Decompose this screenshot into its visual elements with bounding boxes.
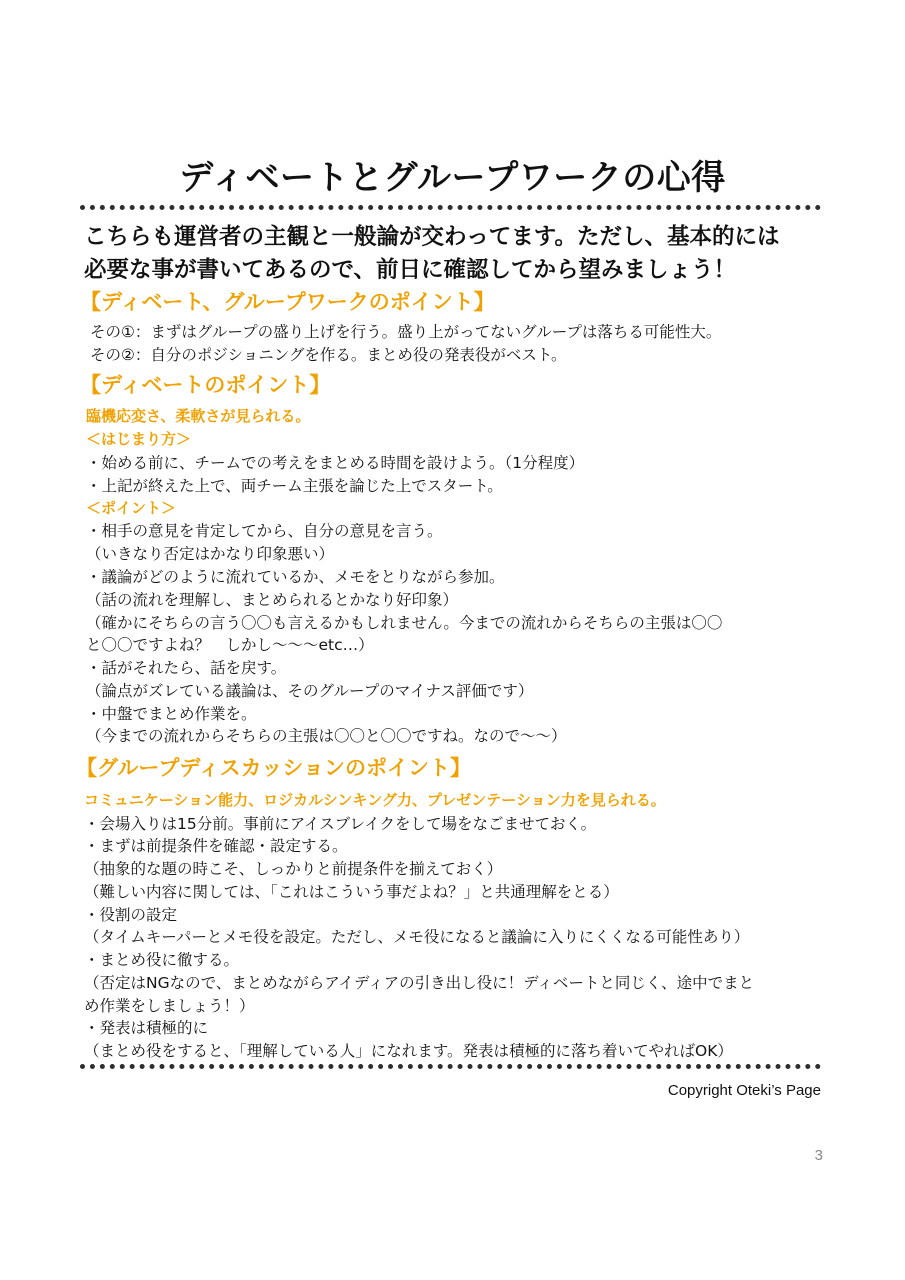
list-item: （否定はNGなので、まとめながらアイディアの引き出し役に！ディベートと同じく、途中でまと bbox=[84, 974, 755, 992]
list-item: ・始める前に、チームでの考えをまとめる時間を設けよう。（1分程度） bbox=[86, 454, 585, 472]
list-item: （今までの流れからそちらの主張は〇〇と〇〇ですね。なので～～） bbox=[86, 727, 567, 745]
list-item: ・まずは前提条件を確認・設定する。 bbox=[84, 837, 348, 855]
list-item: と〇〇ですよね？ しかし～～～etc…） bbox=[86, 636, 374, 654]
list-item: （まとめ役をすると、「理解している人」になれます。発表は積極的に落ち着いてやればOK） bbox=[84, 1042, 733, 1060]
list-item: （論点がズレている議論は、そのグループのマイナス評価です） bbox=[86, 682, 534, 700]
section-subheading: 臨機応変さ、柔軟さが見られる。 bbox=[86, 407, 311, 425]
section-heading-debate-groupwork: 【ディベート、グループワークのポイント】 bbox=[80, 290, 495, 314]
copyright-text: Copyright Oteki’s Page bbox=[667, 1082, 821, 1099]
list-item: （タイムキーパーとメモ役を設定。ただし、メモ役になると議論に入りにくくなる可能性あり） bbox=[84, 928, 750, 946]
subsection-label-hajimari: ＜はじまり方＞ bbox=[86, 430, 192, 448]
list-item: ・発表は積極的に bbox=[84, 1019, 209, 1037]
list-item: その①：まずはグループの盛り上げを行う。盛り上がってないグループは落ちる可能性大。 bbox=[90, 323, 722, 341]
section-heading-debate: 【ディベートのポイント】 bbox=[80, 373, 331, 397]
list-item: め作業をしましょう！） bbox=[84, 997, 255, 1015]
list-item: （抽象的な題の時こそ、しっかりと前提条件を揃えておく） bbox=[84, 860, 503, 878]
intro-text bbox=[84, 221, 824, 287]
intro-line-1: こちらも運営者の主観と一般論が交わってます。ただし、基本的には bbox=[84, 224, 780, 250]
page-number: 3 bbox=[814, 1147, 823, 1164]
list-item: （確かにそちらの言う〇〇も言えるかもしれません。今までの流れからそちらの主張は〇〇 bbox=[86, 614, 723, 632]
list-item: その②：自分のポジショニングを作る。まとめ役の発表役がベスト。 bbox=[90, 346, 567, 364]
list-item: ・相手の意見を肯定してから、自分の意見を言う。 bbox=[86, 522, 443, 540]
list-item: ・中盤でまとめ作業を。 bbox=[86, 705, 257, 723]
list-item: ・話がそれたら、話を戻す。 bbox=[86, 659, 287, 677]
list-item: ・まとめ役に徹する。 bbox=[84, 951, 240, 969]
list-item: （難しい内容に関しては、「これはこういう事だよね？」と共通理解をとる） bbox=[84, 883, 619, 901]
list-item: （話の流れを理解し、まとめられるとかなり好印象） bbox=[86, 591, 459, 609]
list-item: （いきなり否定はかなり印象悪い） bbox=[86, 545, 335, 563]
subsection-label-point: ＜ポイント＞ bbox=[86, 499, 177, 517]
page-title: ディベートとグループワークの心得 bbox=[179, 158, 726, 198]
list-item: ・会場入りは15分前。事前にアイスブレイクをして場をなごませておく。 bbox=[84, 815, 597, 833]
list-item: ・議論がどのように流れているか、メモをとりながら参加。 bbox=[86, 568, 505, 586]
top-divider bbox=[80, 205, 821, 210]
intro-line-2: 必要な事が書いてあるので、前日に確認してから望みましょう！ bbox=[84, 257, 737, 283]
bottom-divider bbox=[80, 1064, 821, 1069]
list-item: ・上記が終えた上で、両チーム主張を論じた上でスタート。 bbox=[86, 477, 503, 495]
list-item: ・役割の設定 bbox=[84, 906, 178, 924]
section-heading-group-discussion: 【グループディスカッションのポイント】 bbox=[76, 756, 472, 780]
section-subheading: コミュニケーション能力、ロジカルシンキング力、プレゼンテーション力を見られる。 bbox=[84, 791, 666, 809]
